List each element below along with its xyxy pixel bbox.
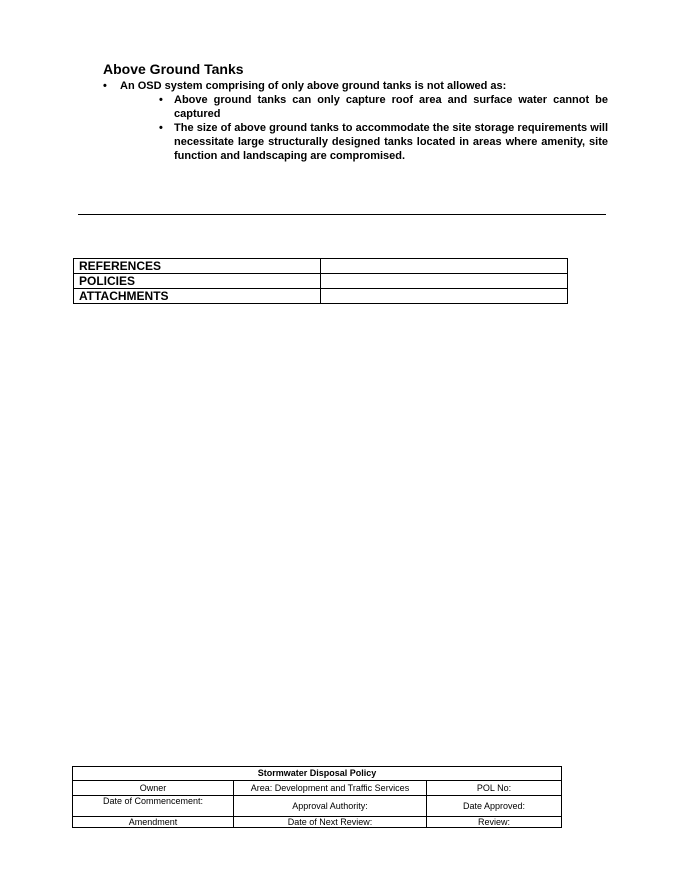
owner-cell: Owner: [73, 781, 234, 796]
bullet-icon: •: [159, 122, 163, 134]
table-row: [73, 796, 562, 817]
approval-authority-cell: Approval Authority:: [234, 796, 427, 817]
sub-list-item-text: Above ground tanks can only capture roof area and surface water cannot be captured: [174, 94, 608, 120]
policies-label: POLICIES: [74, 274, 321, 289]
bullet-list: [103, 79, 608, 163]
table-row: [74, 259, 568, 274]
amendment-cell: Amendment: [73, 817, 234, 828]
sub-bullet-list: [120, 93, 608, 163]
sub-list-item: [159, 121, 608, 163]
horizontal-divider: [78, 214, 606, 215]
pol-no-cell: POL No:: [427, 781, 562, 796]
references-value: [321, 259, 568, 274]
bullet-icon: •: [103, 80, 107, 92]
section-heading: Above Ground Tanks: [103, 61, 244, 77]
review-cell: Review:: [427, 817, 562, 828]
table-row: [73, 817, 562, 828]
attachments-value: [321, 289, 568, 304]
date-next-review-cell: Date of Next Review:: [234, 817, 427, 828]
table-row: [73, 781, 562, 796]
policies-value: [321, 274, 568, 289]
date-commencement-cell: Date of Commencement:: [73, 796, 234, 817]
date-approved-cell: Date Approved:: [427, 796, 562, 817]
policy-footer-table: [72, 766, 562, 828]
attachments-label: ATTACHMENTS: [74, 289, 321, 304]
references-table: [73, 258, 568, 304]
footer-title: Stormwater Disposal Policy: [73, 767, 562, 781]
bullet-icon: •: [159, 94, 163, 106]
references-label: REFERENCES: [74, 259, 321, 274]
area-cell: Area: Development and Traffic Services: [234, 781, 427, 796]
table-row: [74, 274, 568, 289]
sub-list-item-text: The size of above ground tanks to accommodate the site storage requirements will necessitate large structurally designed tanks located in areas where amenity, site function and landscaping are compromised.: [174, 122, 608, 162]
sub-list-item: [159, 93, 608, 121]
list-item: [103, 79, 608, 163]
table-row: [73, 767, 562, 781]
list-item-text: An OSD system comprising of only above ground tanks is not allowed as:: [120, 80, 507, 92]
table-row: [74, 289, 568, 304]
